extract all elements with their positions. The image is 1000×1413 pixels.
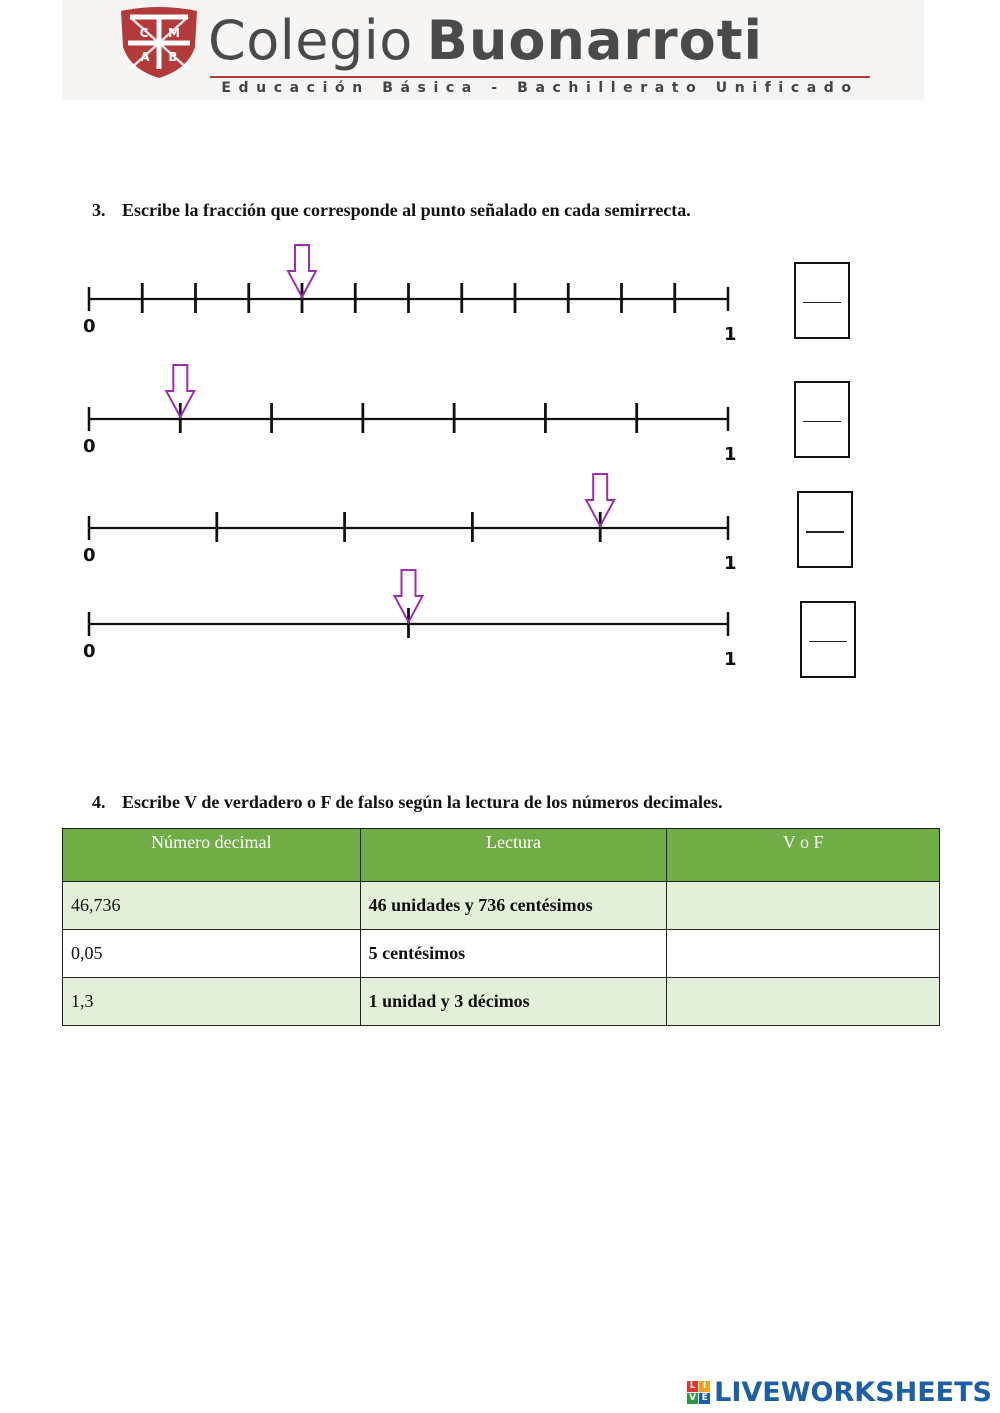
- cell-number: 1,3: [63, 978, 361, 1026]
- label-one: 1: [724, 553, 737, 574]
- fraction-bar: [803, 302, 841, 303]
- label-one: 1: [724, 324, 737, 345]
- crest-letter-m: M: [168, 26, 180, 40]
- label-zero: 0: [83, 436, 96, 457]
- fraction-bar: [809, 641, 847, 642]
- label-one: 1: [724, 649, 737, 670]
- answer-box-1[interactable]: [794, 262, 850, 339]
- crest-letter-c: C: [139, 26, 149, 40]
- table-row: [63, 882, 940, 930]
- question-3-text: Escribe la fracción que corresponde al punto señalado en cada semirrecta.: [122, 200, 691, 220]
- crest-letter-b: B: [168, 50, 178, 64]
- cell-reading: 46 unidades y 736 centésimos: [360, 882, 667, 930]
- cell-number: 46,736: [63, 882, 361, 930]
- header-reading: Lectura: [360, 829, 667, 882]
- answer-box-4[interactable]: [800, 601, 856, 678]
- liveworksheets-text: LIVEWORKSHEETS: [714, 1377, 992, 1408]
- header-number: Número decimal: [63, 829, 361, 882]
- table-row: [63, 930, 940, 978]
- logo-letter: V: [687, 1393, 698, 1404]
- school-name-part2: Buonarroti: [426, 9, 764, 72]
- label-zero: 0: [83, 641, 96, 662]
- label-zero: 0: [83, 316, 96, 337]
- question-4-title: [92, 792, 722, 813]
- question-4-text: Escribe V de verdadero o F de falso según la lectura de los números decimales.: [122, 792, 723, 812]
- fraction-bar: [806, 531, 844, 533]
- cell-number: 0,05: [63, 930, 361, 978]
- logo-letter: L: [687, 1381, 698, 1392]
- logo-letter: I: [699, 1381, 710, 1392]
- label-zero: 0: [83, 545, 96, 566]
- label-one: 1: [724, 444, 737, 465]
- number-lines: [0, 0, 1000, 700]
- crest-letter-a: A: [140, 50, 150, 64]
- table-header-row: [63, 829, 940, 882]
- liveworksheets-logo-icon: [687, 1381, 710, 1404]
- cell-reading: 1 unidad y 3 décimos: [360, 978, 667, 1026]
- question-3-number: 3.: [92, 200, 106, 220]
- cell-reading: 5 centésimos: [360, 930, 667, 978]
- liveworksheets-brand: [687, 1377, 992, 1408]
- cell-answer[interactable]: [667, 882, 940, 930]
- school-subtitle: Educación Básica - Bachillerato Unificado: [221, 80, 859, 96]
- school-name-part1: Colegio: [208, 9, 413, 72]
- decimals-table: [62, 828, 940, 1026]
- cell-answer[interactable]: [667, 930, 940, 978]
- table-row: [63, 978, 940, 1026]
- fraction-bar: [803, 421, 841, 422]
- header-vof: V o F: [667, 829, 940, 882]
- question-4-number: 4.: [92, 792, 106, 812]
- answer-box-3[interactable]: [797, 491, 853, 568]
- answer-box-2[interactable]: [794, 381, 850, 458]
- cell-answer[interactable]: [667, 978, 940, 1026]
- logo-letter: E: [699, 1393, 710, 1404]
